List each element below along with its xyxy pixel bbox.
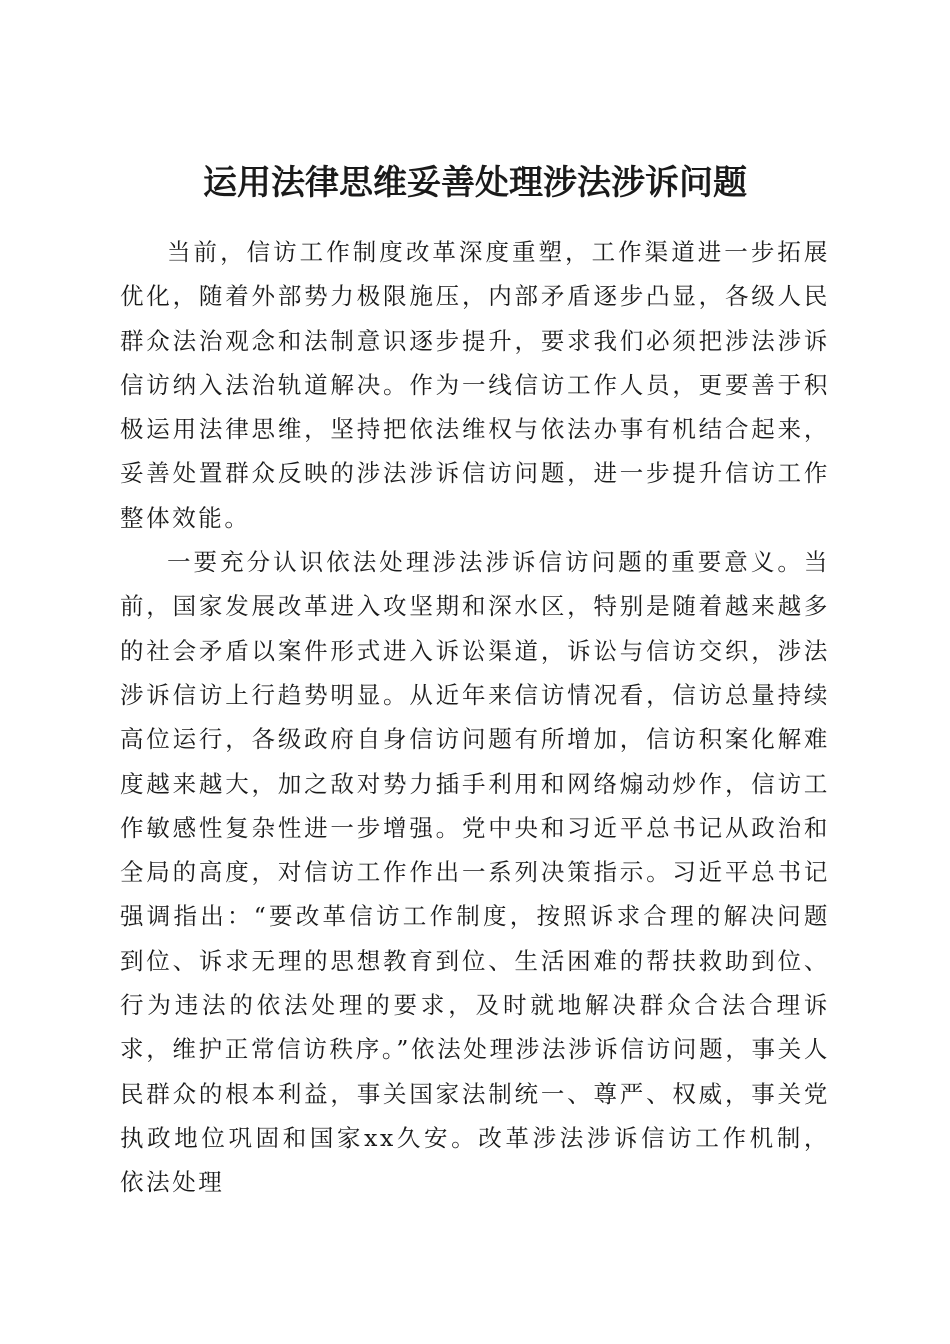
document-title: 运用法律思维妥善处理涉法涉诉问题 <box>203 162 747 203</box>
document-body <box>120 230 830 1205</box>
paragraph-intro: 当前，信访工作制度改革深度重塑，工作渠道进一步拓展优化，随着外部势力极限施压，内部矛盾逐步凸显，各级人民群众法治观念和法制意识逐步提升，要求我们必须把涉法涉诉信访纳入法治轨道解决。作为一线信访工作人员，更要善于积极运用法律思维，坚持把依法维权与依法办事有机结合起来，妥善处置群众反映的涉法涉诉信访问题，进一步提升信访工作整体效能。 <box>120 238 830 532</box>
paragraph-first-point: 一要充分认识依法处理涉法涉诉信访问题的重要意义。当前，国家发展改革进入攻坚期和深水区，特别是随着越来越多的社会矛盾以案件形式进入诉讼渠道，诉讼与信访交织，涉法涉诉信访上行趋势明显。从近年来信访情况看，信访总量持续高位运行，各级政府自身信访问题有所增加，信访积案化解难度越来越大，加之敌对势力插手利用和网络煽动炒作，信访工作敏感性复杂性进一步增强。党中央和习近平总书记从政治和全局的高度，对信访工作作出一系列决策指示。习近平总书记强调指出：“要改革信访工作制度，按照诉求合理的解决问题到位、诉求无理的思想教育到位、生活困难的帮扶救助到位、行为违法的依法处理的要求，及时就地解决群众合法合理诉求，维护正常信访秩序。”依法处理涉法涉诉信访问题，事关人民群众的根本利益，事关国家法制统一、尊严、权威，事关党执政地位巩固和国家xx久安。改革涉法涉诉信访工作机制，依法处理 <box>120 548 830 1197</box>
